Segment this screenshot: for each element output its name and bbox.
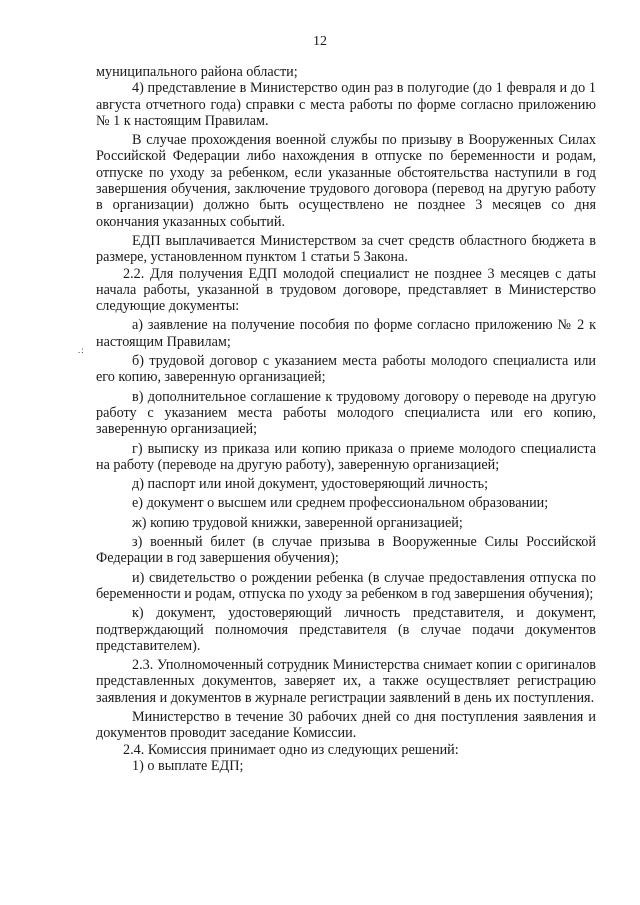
list-item-b: б) трудовой договор с указанием места работы молодого специалиста или его копию, заверенную организацией; bbox=[96, 353, 596, 386]
list-item-d: д) паспорт или иной документ, удостоверяющий личность; bbox=[132, 476, 489, 493]
paragraph-continuation: муниципального района области; bbox=[96, 64, 298, 80]
list-item-v: в) дополнительное соглашение к трудовому договору о переводе на другую работу с указанием места работы молодого специалиста или его копию, заверенную организацией; bbox=[96, 388, 596, 438]
list-item-k: к) документ, удостоверяющий личность представителя, и документ, подтверждающий полномочия представителя (в случае подачи документов представителем). bbox=[96, 605, 596, 654]
list-item-a: а) заявление на получение пособия по форме согласно приложению № 2 к настоящим Правилам; bbox=[96, 317, 596, 350]
list-item-zh: ж) копию трудовой книжки, заверенной организацией; bbox=[132, 514, 463, 531]
list-item-i: и) свидетельство о рождении ребенка (в случае предоставления отпуска по беременности и родам, отпуска по уходу за ребенком в год завершения обучения); bbox=[96, 569, 596, 602]
page-number: 12 bbox=[313, 34, 327, 49]
list-item-g: г) выписку из приказа или копию приказа о приеме молодого специалиста на работу (переводе на другую работу), заверенную организацией; bbox=[96, 440, 596, 473]
paragraph-2-3: 2.3. Уполномоченный сотрудник Министерства снимает копии с оригиналов представленных документов, заверяет их, а также осуществляет регистрацию заявления и документов в журнале регистрации заявлений в день их поступления. bbox=[96, 657, 596, 706]
paragraph-military-service: В случае прохождения военной службы по призыву в Вооруженных Силах Российской Федерации либо нахождения в отпуске по беременности и родам, отпуске по уходу за ребенком, если указанные обстоятельства наступили в год завершения обучения, заключение трудового договора (перевод на другую работу в организации) должно быть осуществлено не позднее 3 месяцев со дня окончания указанных событий. bbox=[96, 132, 596, 230]
margin-mark: .: bbox=[78, 345, 85, 355]
list-item-e: е) документ о высшем или среднем профессиональном образовании; bbox=[132, 495, 549, 512]
list-item-z: з) военный билет (в случае призыва в Вооруженные Силы Российской Федерации в год завершения обучения); bbox=[96, 534, 596, 567]
decision-item-1: 1) о выплате ЕДП; bbox=[132, 757, 244, 774]
paragraph-commission-meeting: Министерство в течение 30 рабочих дней со дня поступления заявления и документов проводит заседание Комиссии. bbox=[96, 708, 596, 742]
paragraph-2-2: 2.2. Для получения ЕДП молодой специалист не позднее 3 месяцев с даты начала работы, указанной в трудовом договоре, представляет в Министерство следующие документы: bbox=[96, 265, 596, 315]
paragraph-item-4: 4) представление в Министерство один раз в полугодие (до 1 февраля и до 1 августа отчетного года) справки с места работы по форме согласно приложению № 1 к настоящим Правилам. bbox=[96, 80, 596, 129]
paragraph-edp-payment: ЕДП выплачивается Министерством за счет средств областного бюджета в размере, установленном пунктом 1 статьи 5 Закона. bbox=[96, 232, 596, 266]
document-body bbox=[96, 64, 596, 774]
paragraph-2-4: 2.4. Комиссия принимает одно из следующих решений: bbox=[123, 741, 459, 758]
